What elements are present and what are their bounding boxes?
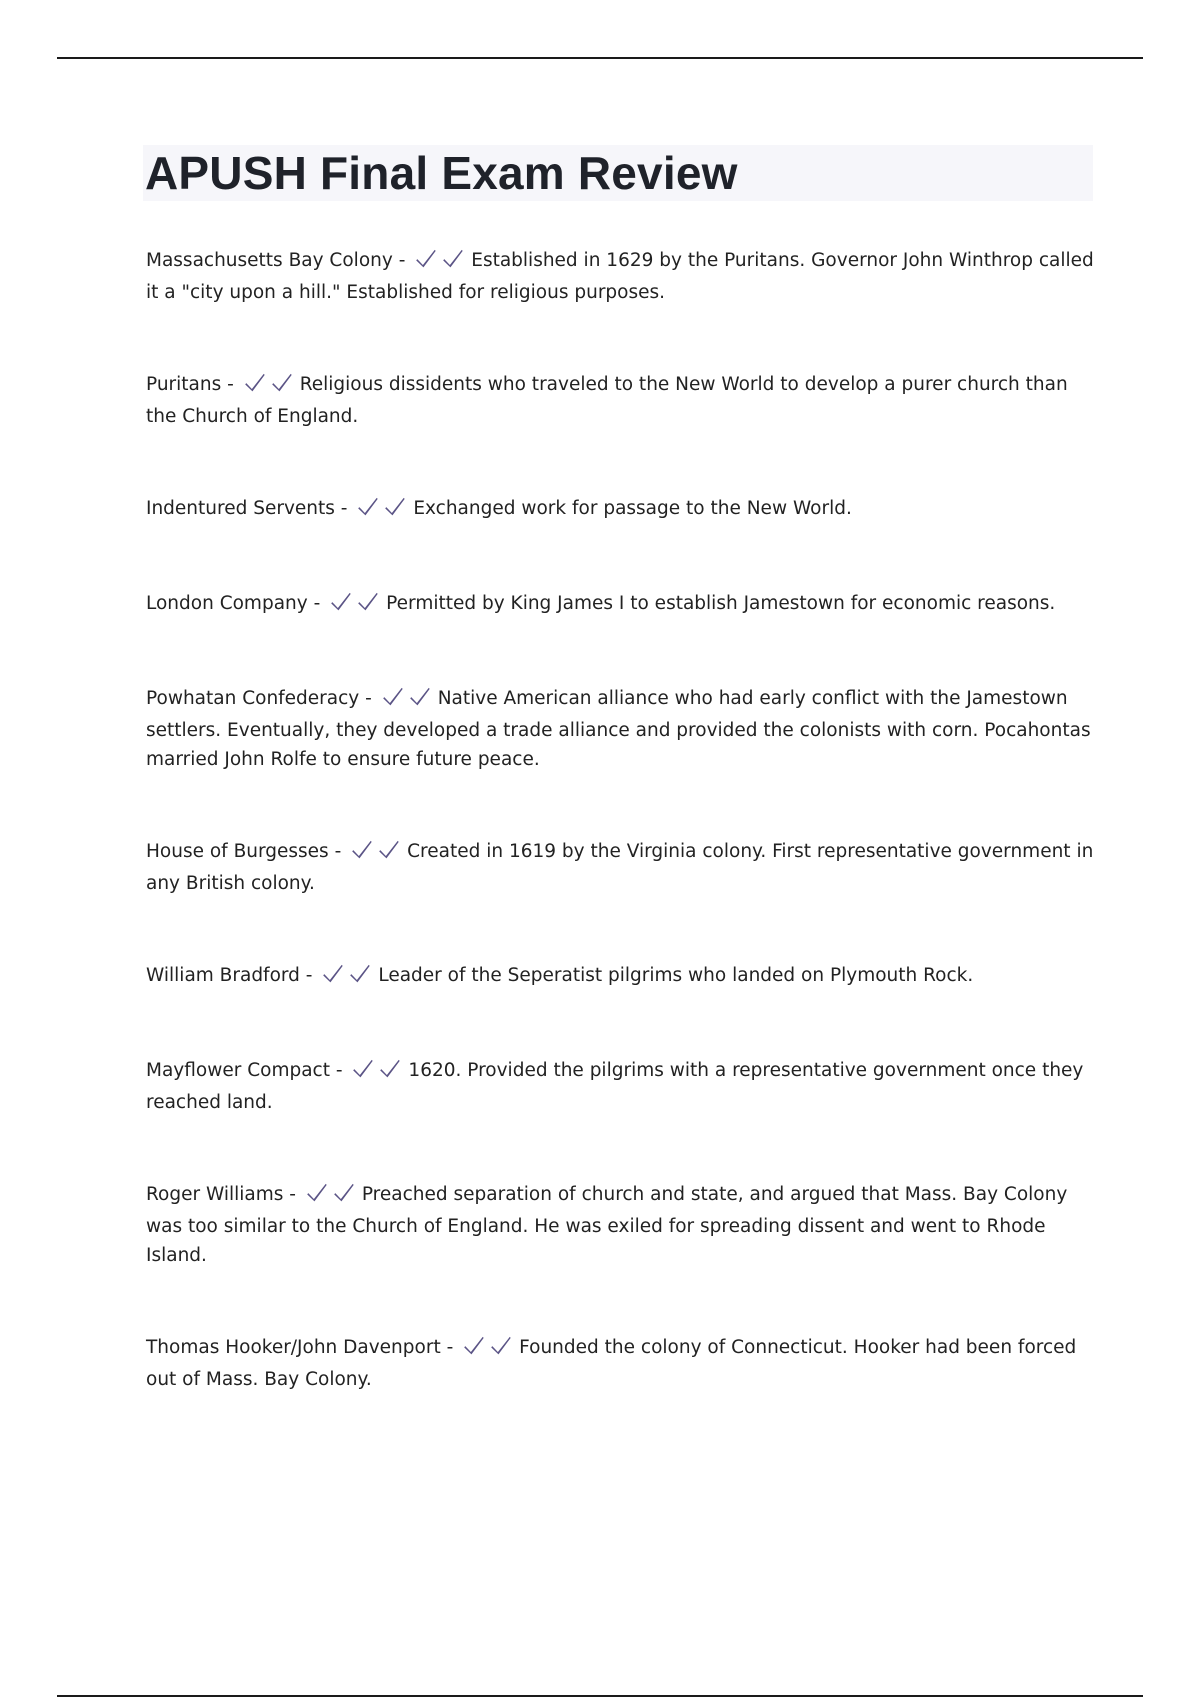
entry-item [146,1180,1096,1270]
entry-item [146,589,1096,621]
entry-separator: - [299,965,319,986]
check-marks [306,1181,360,1212]
entry-item [146,246,1096,307]
checkmark-icon [333,1181,355,1203]
checkmark-icon [409,685,431,707]
entry-definition: Native American alliance who had early conflict with the Jamestown settlers. Eventually, they developed a trade alliance and provided the colonists with corn. Pocahontas married John Rolfe to ensure future peace. [146,688,1091,770]
entry-separator: - [307,593,327,614]
check-marks [463,1334,517,1365]
entry-item [146,494,1096,526]
check-marks [415,247,469,278]
check-marks [382,685,436,716]
entry-separator: - [359,688,378,709]
entry-list [146,246,1096,1457]
footer-rule [57,1695,1143,1697]
entry-definition: 1620. Provided the pilgrims with a representative government once they reached land. [146,1060,1084,1113]
entry-separator: - [328,841,348,862]
checkmark-icon [306,1181,328,1203]
entry-term: Indentured Servents [146,498,335,519]
checkmark-icon [442,247,464,269]
entry-term: London Company [146,593,308,614]
entry-separator: - [440,1337,460,1358]
entry-term: William Bradford [146,965,300,986]
checkmark-icon [271,371,293,393]
entry-separator: - [392,250,412,271]
checkmark-icon [382,685,404,707]
entry-separator: - [283,1184,302,1205]
check-marks [352,1057,406,1088]
checkmark-icon [384,495,406,517]
checkmark-icon [378,838,400,860]
entry-definition: Exchanged work for passage to the New World. [413,498,852,519]
checkmark-icon [244,371,266,393]
document-title: APUSH Final Exam Review [145,147,738,199]
checkmark-icon [351,838,373,860]
checkmark-icon [349,962,371,984]
entry-item [146,1333,1096,1394]
entry-definition: Founded the colony of Connecticut. Hooker had been forced out of Mass. Bay Colony. [146,1337,1077,1390]
entry-term: House of Burgesses [146,841,329,862]
entry-definition: Leader of the Seperatist pilgrims who landed on Plymouth Rock. [378,965,974,986]
checkmark-icon [357,590,379,612]
entry-item [146,1056,1096,1117]
entry-definition: Religious dissidents who traveled to the New World to develop a purer church than the Church of England. [146,374,1068,427]
entry-term: Powhatan Confederacy [146,688,360,709]
entry-item [146,837,1096,898]
entry-definition: Created in 1619 by the Virginia colony. First representative government in any British colony. [146,841,1094,894]
check-marks [322,962,376,993]
entry-definition: Permitted by King James I to establish Jamestown for economic reasons. [386,593,1056,614]
checkmark-icon [322,962,344,984]
check-marks [244,371,298,402]
header-rule [57,57,1143,59]
checkmark-icon [490,1334,512,1356]
checkmark-icon [330,590,352,612]
entry-item [146,370,1096,431]
checkmark-icon [352,1057,374,1079]
entry-definition: Established in 1629 by the Puritans. Governor John Winthrop called it a "city upon a hill." Established for religious purposes. [146,250,1094,303]
entry-term: Thomas Hooker/John Davenport [146,1337,441,1358]
entry-definition: Preached separation of church and state, and argued that Mass. Bay Colony was too similar to the Church of England. He was exiled for spreading dissent and went to Rhode Island. [146,1184,1068,1266]
entry-separator: - [334,498,354,519]
entry-separator: - [221,374,240,395]
check-marks [351,838,405,869]
entry-separator: - [329,1060,349,1081]
entry-term: Massachusetts Bay Colony [146,250,393,271]
checkmark-icon [379,1057,401,1079]
checkmark-icon [357,495,379,517]
entry-item [146,961,1096,993]
title-bar [143,145,1093,201]
entry-term: Roger Williams [146,1184,284,1205]
check-marks [357,495,411,526]
checkmark-icon [463,1334,485,1356]
entry-term: Puritans [146,374,222,395]
entry-term: Mayflower Compact [146,1060,330,1081]
entry-item [146,684,1096,774]
checkmark-icon [415,247,437,269]
check-marks [330,590,384,621]
